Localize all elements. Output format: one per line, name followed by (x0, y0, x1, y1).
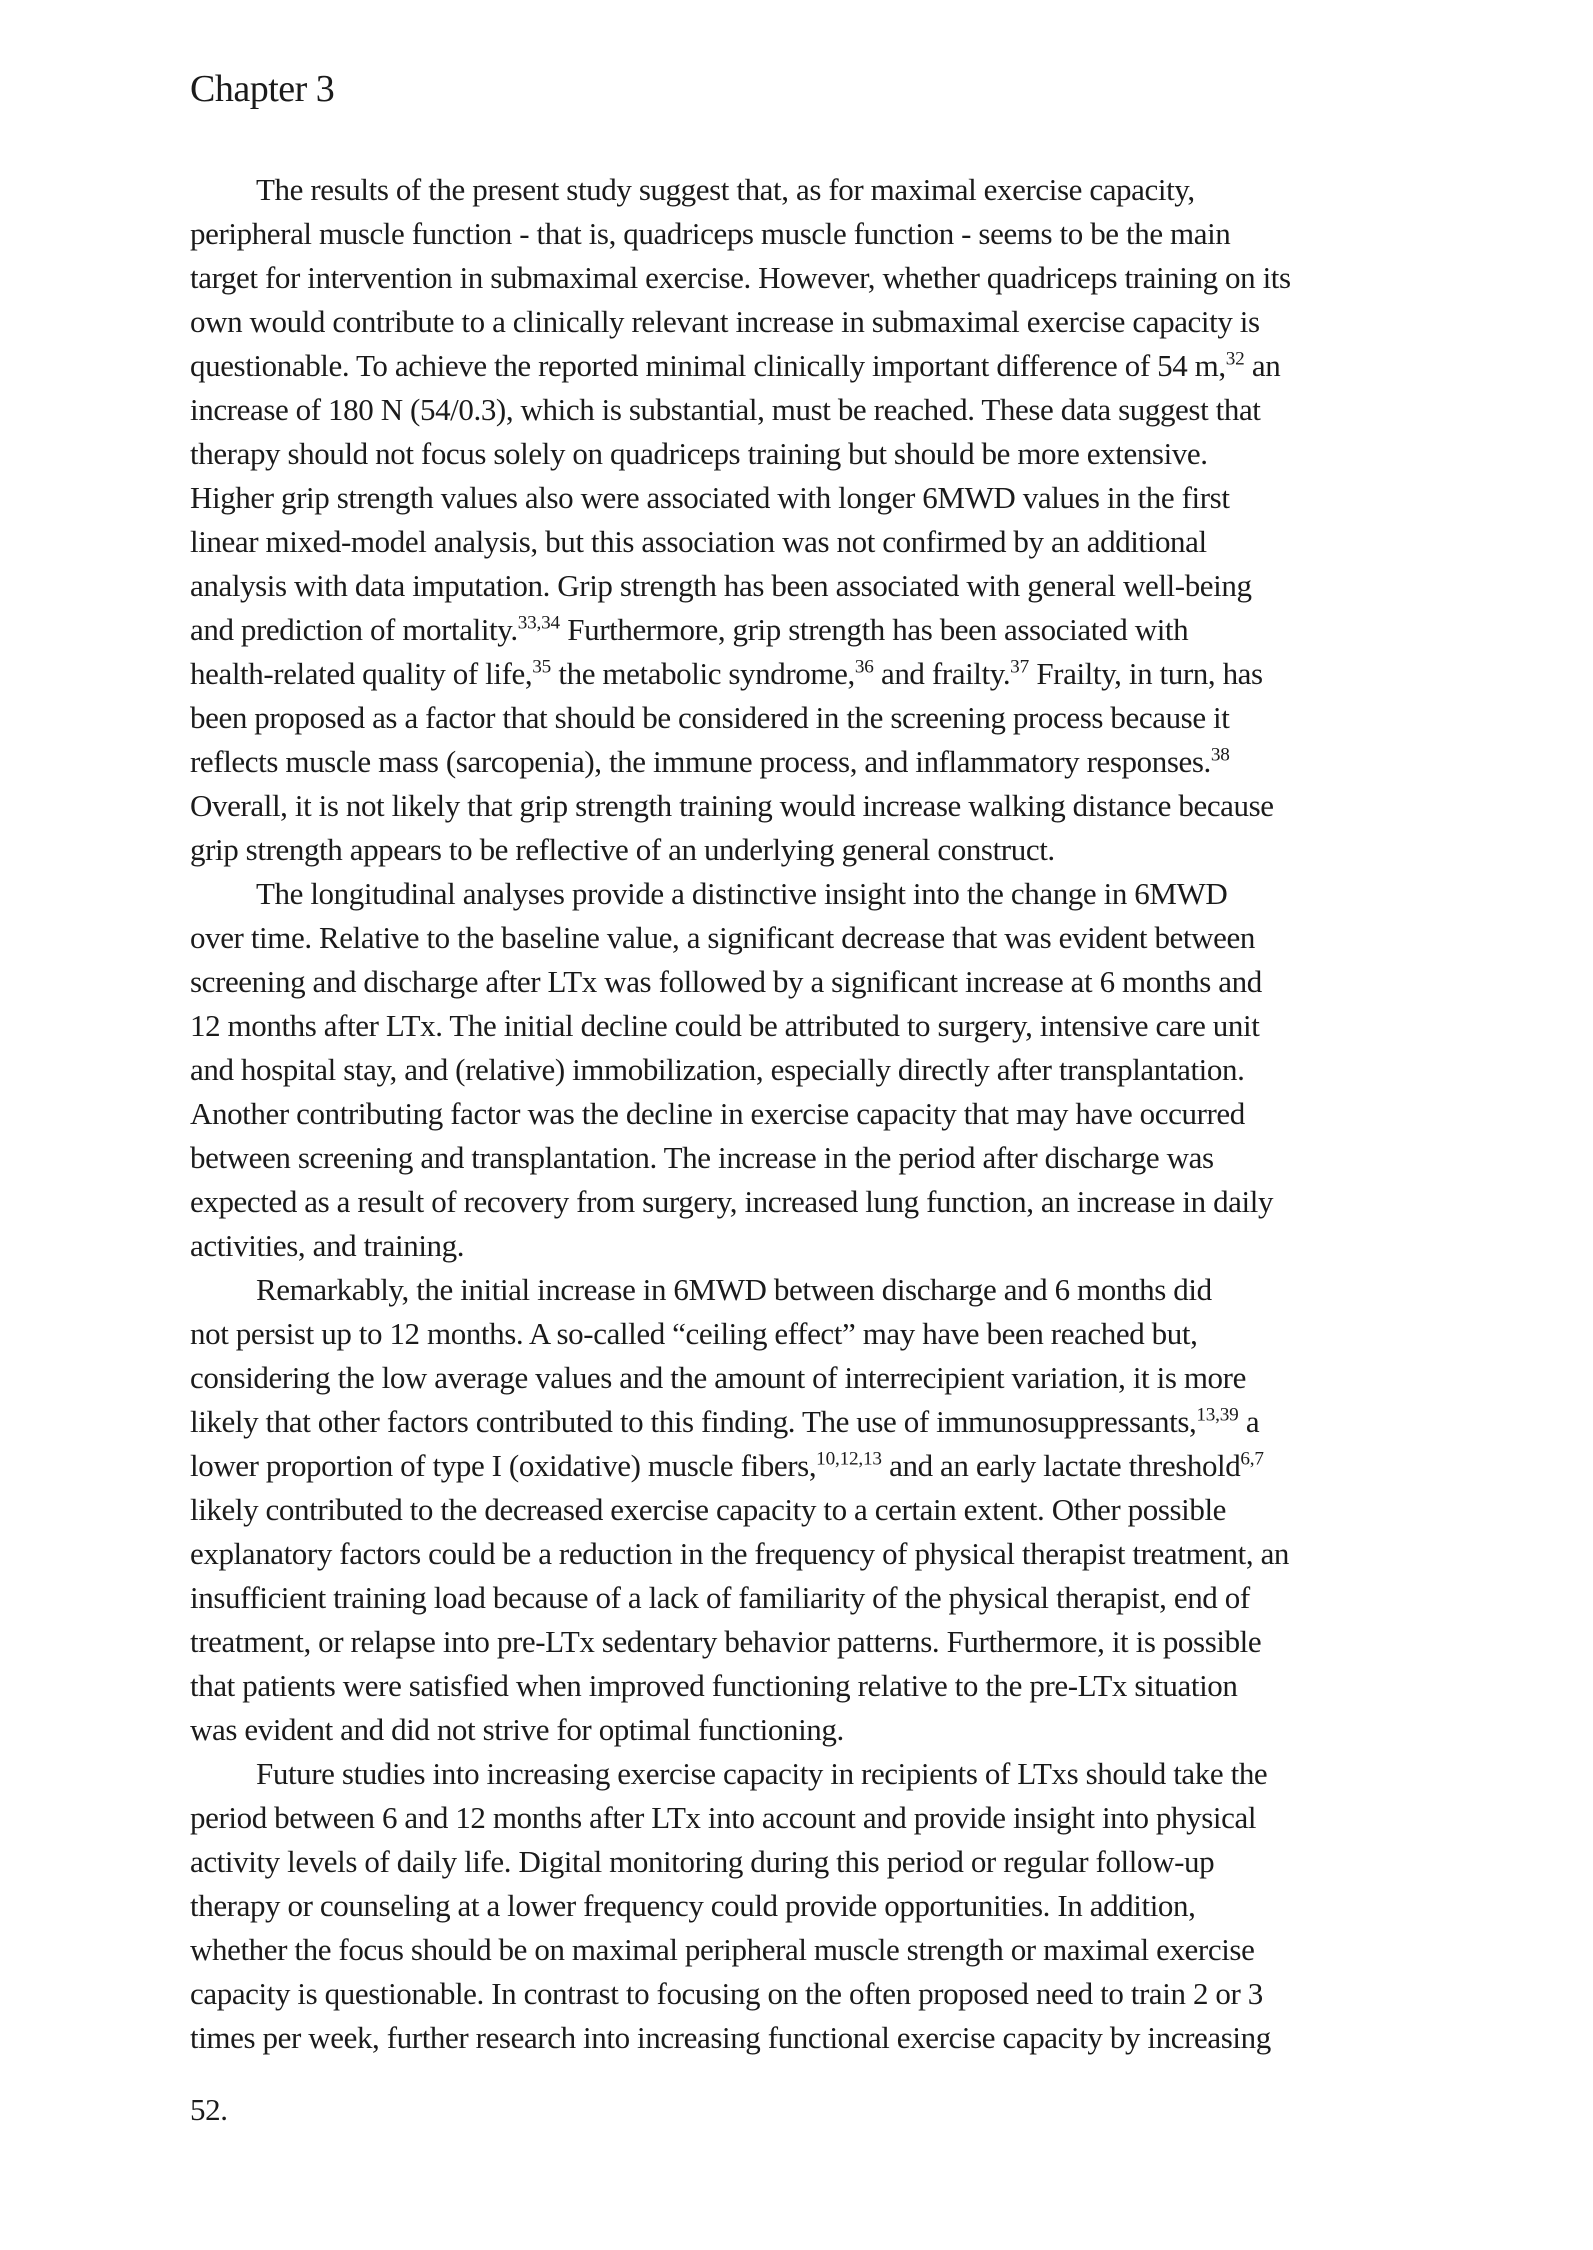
body-text (190, 168, 1490, 2060)
page-number: 52. (190, 2092, 228, 2127)
text-line: linear mixed-model analysis, but this association was not confirmed by an additional (190, 524, 1207, 559)
text-line: therapy or counseling at a lower frequency could provide opportunities. In addition, (190, 1888, 1196, 1923)
text-line: The results of the present study suggest that, as for maximal exercise capacity, (256, 172, 1195, 207)
text-line: analysis with data imputation. Grip strength has been associated with general well-being (190, 568, 1252, 603)
text-line: reflects muscle mass (sarcopenia), the immune process, and inflammatory responses.$^{38}$ (190, 744, 1230, 779)
citation-superscript: 10,12,13 (816, 1448, 882, 1470)
text-line: health-related quality of life,$^{35}$ the metabolic syndrome,$^{36}$ and frailty.$^{37}$ Frailty, in turn, has (190, 656, 1263, 691)
citation-superscript: 32 (1225, 348, 1245, 370)
text-line: Remarkably, the initial increase in 6MWD between discharge and 6 months did (256, 1272, 1212, 1307)
text-line: and prediction of mortality.$^{33,34}$ Furthermore, grip strength has been associated with (190, 612, 1189, 647)
text-line: capacity is questionable. In contrast to focusing on the often proposed need to train 2 or 3 (190, 1976, 1263, 2011)
citation-superscript: 36 (854, 656, 874, 678)
text-line: 12 months after LTx. The initial decline could be attributed to surgery, intensive care unit (190, 1008, 1260, 1043)
text-line: questionable. To achieve the reported minimal clinically important difference of 54 m,$^{32}$ an (190, 348, 1281, 383)
text-line: times per week, further research into increasing functional exercise capacity by increasing (190, 2020, 1271, 2055)
text-line: insufficient training load because of a lack of familiarity of the physical therapist, end of (190, 1580, 1250, 1615)
text-line: increase of 180 N (54/0.3), which is substantial, must be reached. These data suggest that (190, 392, 1261, 427)
citation-superscript: 13,39 (1196, 1404, 1239, 1426)
text-line: peripheral muscle function - that is, quadriceps muscle function - seems to be the main (190, 216, 1231, 251)
text-line: activities, and training. (190, 1228, 465, 1263)
text-line: period between 6 and 12 months after LTx into account and provide insight into physical (190, 1800, 1257, 1835)
text-line: expected as a result of recovery from surgery, increased lung function, an increase in daily (190, 1184, 1274, 1219)
text-line: considering the low average values and the amount of interrecipient variation, it is more (190, 1360, 1246, 1395)
text-line: likely that other factors contributed to this finding. The use of immunosuppressants,$^{13,39}$ a (190, 1404, 1260, 1439)
text-line: Another contributing factor was the decline in exercise capacity that may have occurred (190, 1096, 1245, 1131)
text-line: been proposed as a factor that should be considered in the screening process because it (190, 700, 1230, 735)
text-line: whether the focus should be on maximal peripheral muscle strength or maximal exercise (190, 1932, 1255, 1967)
text-line: activity levels of daily life. Digital monitoring during this period or regular follow-up (190, 1844, 1215, 1879)
text-line: not persist up to 12 months. A so-called “ceiling effect” may have been reached but, (190, 1316, 1198, 1351)
text-line: therapy should not focus solely on quadriceps training but should be more extensive. (190, 436, 1208, 471)
chapter-header: Chapter 3 (190, 68, 335, 110)
text-line: was evident and did not strive for optimal functioning. (190, 1712, 844, 1747)
text-line: over time. Relative to the baseline value, a significant decrease that was evident between (190, 920, 1255, 955)
text-line: between screening and transplantation. The increase in the period after discharge was (190, 1140, 1214, 1175)
text-line: own would contribute to a clinically relevant increase in submaximal exercise capacity is (190, 304, 1260, 339)
citation-superscript: 6,7 (1240, 1448, 1264, 1470)
text-line: explanatory factors could be a reduction in the frequency of physical therapist treatment, an (190, 1536, 1290, 1571)
citation-superscript: 35 (532, 656, 552, 678)
text-line: Overall, it is not likely that grip strength training would increase walking distance because (190, 788, 1274, 823)
text-line: screening and discharge after LTx was followed by a significant increase at 6 months and (190, 964, 1262, 999)
text-line: that patients were satisfied when improved functioning relative to the pre-LTx situation (190, 1668, 1238, 1703)
citation-superscript: 37 (1010, 656, 1029, 678)
text-line: lower proportion of type I (oxidative) muscle fibers,$^{10,12,13}$ and an early lactate threshold$^{6,7}$ (190, 1448, 1264, 1483)
text-line: Future studies into increasing exercise capacity in recipients of LTxs should take the (256, 1756, 1268, 1791)
text-line: Higher grip strength values also were associated with longer 6MWD values in the first (190, 480, 1230, 515)
text-line: treatment, or relapse into pre-LTx sedentary behavior patterns. Furthermore, it is possible (190, 1624, 1262, 1659)
text-line: likely contributed to the decreased exercise capacity to a certain extent. Other possible (190, 1492, 1227, 1527)
citation-superscript: 38 (1210, 744, 1230, 766)
text-line: grip strength appears to be reflective of an underlying general construct. (190, 832, 1055, 867)
citation-superscript: 33,34 (517, 612, 560, 634)
text-line: The longitudinal analyses provide a distinctive insight into the change in 6MWD (256, 876, 1228, 911)
text-line: and hospital stay, and (relative) immobilization, especially directly after transplantation. (190, 1052, 1245, 1087)
text-line: target for intervention in submaximal exercise. However, whether quadriceps training on its (190, 260, 1291, 295)
